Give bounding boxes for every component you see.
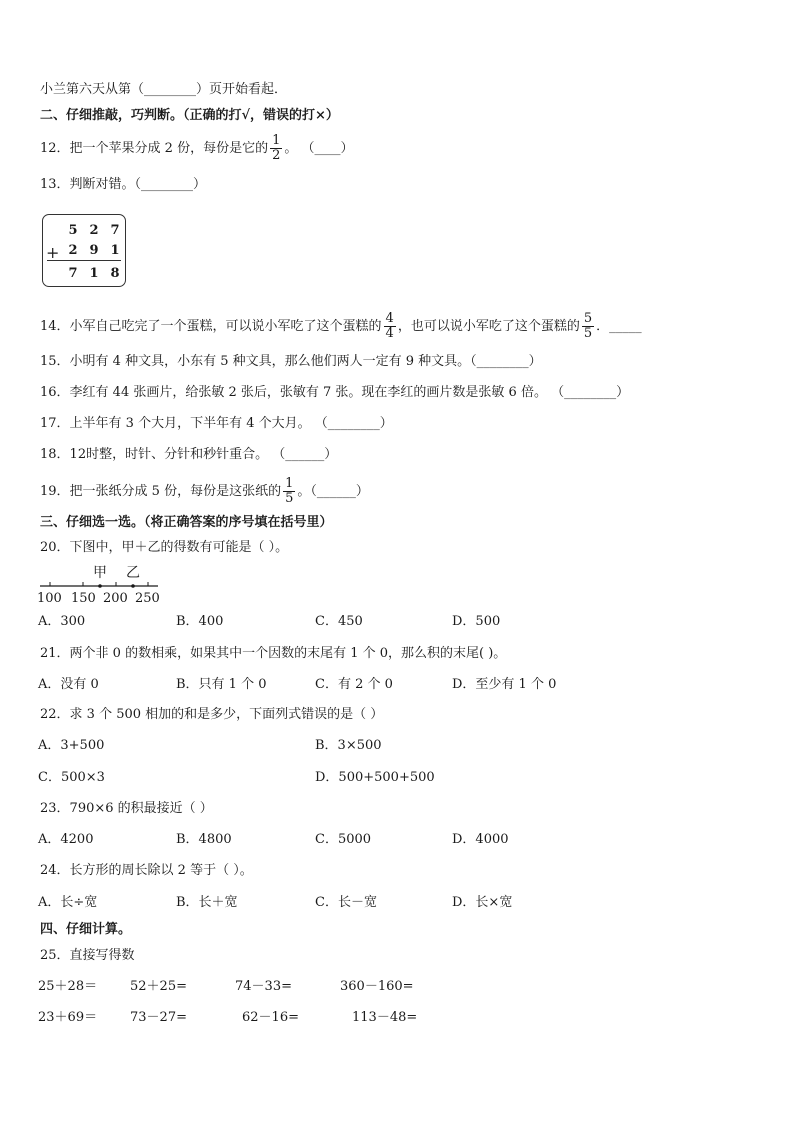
digit: 7 [68, 266, 78, 281]
q20-option-d[interactable]: D．500 [452, 614, 501, 629]
digit: 2 [89, 223, 99, 238]
mark-jia: 甲 [93, 565, 107, 581]
q12-denominator: 2 [272, 148, 281, 163]
q22-option-a[interactable]: A．3+500 [38, 738, 105, 753]
sum-line [47, 260, 121, 261]
addition-problem-box [42, 214, 126, 287]
q14-text: 14．小军自己吃完了一个蛋糕，可以说小军吃了这个蛋糕的 [40, 319, 382, 334]
point-yi [131, 584, 135, 588]
question-17: 17．上半年有 3 个大月，下半年有 4 个大月。 （________） [40, 416, 393, 431]
digit: 5 [68, 223, 78, 238]
number-line-figure [36, 560, 166, 606]
q22-option-b[interactable]: B．3×500 [315, 738, 382, 753]
label-250: 250 [135, 591, 160, 606]
q20-option-a[interactable]: A．300 [38, 614, 86, 629]
calc-item: 62－16= [242, 1010, 299, 1025]
digit: 8 [110, 266, 120, 281]
label-200: 200 [103, 591, 128, 606]
section3-heading: 三、仔细选一选。（将正确答案的序号填在括号里） [40, 515, 333, 530]
q23-option-a[interactable]: A．4200 [38, 832, 94, 847]
q19-numerator: 1 [285, 476, 294, 491]
q14-fraction-1 [384, 312, 396, 341]
q14-denominator-2: 5 [583, 326, 593, 341]
q12-answer-blank[interactable]: 。 （____） [284, 141, 354, 156]
label-100: 100 [37, 591, 62, 606]
q20-option-b[interactable]: B．400 [176, 614, 224, 629]
q14-text-mid: ，也可以说小军吃了这个蛋糕的 [397, 319, 580, 334]
digit: 1 [110, 243, 120, 258]
q21-option-d[interactable]: D．至少有 1 个 0 [452, 677, 557, 692]
digit: 7 [110, 223, 120, 238]
q24-option-d[interactable]: D．长×宽 [452, 895, 513, 910]
q12-fraction [270, 134, 282, 163]
calc-item: 23＋69＝ [38, 1010, 98, 1025]
q21-option-c[interactable]: C．有 2 个 0 [315, 677, 393, 692]
q22-option-d[interactable]: D．500+500+500 [315, 770, 435, 785]
question-12 [40, 132, 354, 166]
calc-item: 73－27= [130, 1010, 187, 1025]
q19-text: 19．把一张纸分成 5 份，每份是这张纸的 [40, 484, 282, 499]
calc-item: 52＋25= [130, 979, 187, 994]
q19-answer-blank[interactable]: 。（______） [297, 484, 369, 499]
q14-denominator-1: 4 [385, 326, 394, 341]
question-25: 25．直接写得数 [40, 948, 135, 963]
q14-fraction-2 [582, 312, 594, 341]
q24-option-b[interactable]: B．长＋宽 [176, 895, 238, 910]
label-150: 150 [71, 591, 96, 606]
q12-text: 12．把一个苹果分成 2 份，每份是它的 [40, 141, 269, 156]
question-16: 16．李红有 44 张画片，给张敏 2 张后，张敏有 7 张。现在李红的画片数是张敏 6 倍。 （________） [40, 385, 630, 400]
q19-denominator: 5 [285, 491, 294, 506]
q21-option-a[interactable]: A．没有 0 [38, 677, 99, 692]
calc-item: 74－33= [235, 979, 292, 994]
question-24: 24．长方形的周长除以 2 等于（ ）。 [40, 863, 253, 878]
section4-heading: 四、仔细计算。 [40, 922, 132, 937]
q21-option-b[interactable]: B．只有 1 个 0 [176, 677, 267, 692]
q24-option-a[interactable]: A．长÷宽 [38, 895, 98, 910]
calc-item: 25＋28＝ [38, 979, 98, 994]
q23-option-d[interactable]: D．4000 [452, 832, 509, 847]
q23-option-c[interactable]: C．5000 [315, 832, 372, 847]
point-jia [98, 584, 102, 588]
q20-option-c[interactable]: C．450 [315, 614, 363, 629]
question-19 [40, 473, 369, 511]
question-13: 13．判断对错。（________） [40, 177, 207, 192]
question-23: 23．790×6 的积最接近（ ） [40, 801, 213, 816]
digit: 2 [68, 243, 78, 258]
q14-numerator-2: 5 [583, 311, 593, 326]
question-20: 20．下图中，甲＋乙的得数有可能是（ ）。 [40, 540, 289, 555]
section2-heading: 二、仔细推敲，巧判断。（正确的打√，错误的打×） [40, 108, 339, 123]
q12-numerator: 1 [272, 133, 281, 148]
plus-sign: + [46, 243, 60, 262]
question-22: 22．求 3 个 500 相加的和是多少，下面列式错误的是（ ） [40, 707, 384, 722]
digit: 1 [89, 266, 99, 281]
q23-option-b[interactable]: B．4800 [176, 832, 232, 847]
calc-item: 360－160= [340, 979, 414, 994]
question-14 [40, 307, 642, 347]
q22-option-c[interactable]: C．500×3 [38, 770, 105, 785]
intro-line: 小兰第六天从第（________）页开始看起． [40, 82, 288, 97]
mark-yi: 乙 [126, 565, 140, 581]
digit: 9 [89, 243, 99, 258]
q14-answer-blank[interactable]: ．_____ [596, 319, 642, 334]
q24-option-c[interactable]: C．长－宽 [315, 895, 377, 910]
calc-item: 113－48= [352, 1010, 418, 1025]
question-15: 15．小明有 4 种文具，小东有 5 种文具，那么他们两人一定有 9 种文具。（________） [40, 354, 542, 369]
q19-fraction [283, 477, 295, 506]
question-21: 21．两个非 0 的数相乘，如果其中一个因数的末尾有 1 个 0，那么积的末尾( )。 [40, 646, 507, 661]
question-18: 18．12时整，时针、分针和秒针重合。 （______） [40, 447, 338, 462]
q14-numerator-1: 4 [385, 311, 394, 326]
